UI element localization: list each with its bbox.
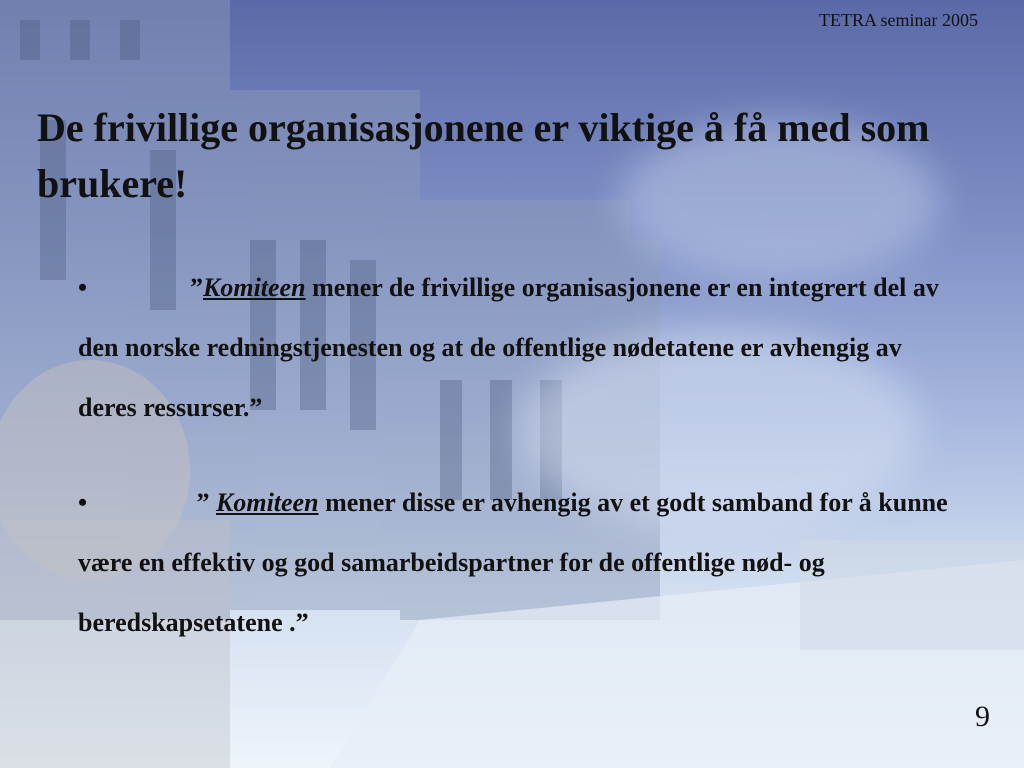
slide-title: De frivillige organisasjonene er viktige å få med som brukere! [37, 105, 930, 206]
bullet-item-2 [78, 473, 958, 653]
presentation-meta: TETRA seminar 2005 [819, 10, 978, 30]
open-quote: ” [190, 273, 203, 302]
emphasis-text: Komiteen [203, 273, 306, 302]
bullet-text: mener disse er avhengig av et godt samband for å kunne være en effektiv og god samarbeidspartner for de offentlige nød- og beredskapsetatene .” [78, 488, 948, 637]
open-quote: ” [190, 488, 216, 517]
bullet-item-1 [78, 258, 958, 438]
bullet-marker: • [78, 488, 88, 517]
bullet-text: mener de frivillige organisasjonene er en integrert del av den norske redningstjenesten og at de offentlige nødetatene er avhengig av deres ressurser.” [78, 273, 939, 422]
page-number: 9 [975, 700, 990, 733]
emphasis-text: Komiteen [216, 488, 319, 517]
bullet-marker: • [78, 273, 88, 302]
